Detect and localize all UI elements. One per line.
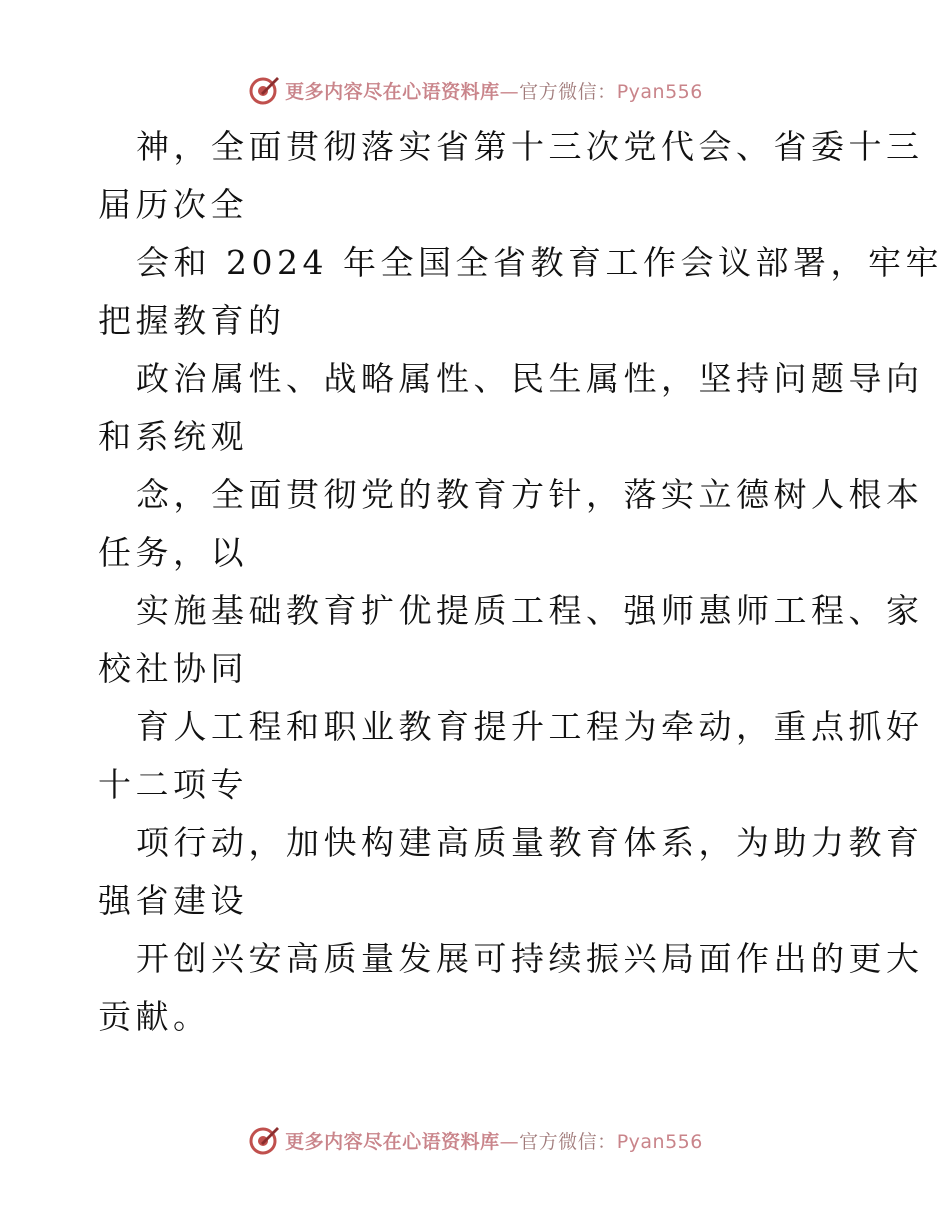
paragraph-line: 届历次全 <box>98 185 248 224</box>
watermark-footer <box>0 1120 950 1160</box>
paragraph-line: 念，全面贯彻党的教育方针，落实立德树人根本 <box>136 475 924 514</box>
document-body <box>98 118 943 1046</box>
paragraph <box>98 234 943 350</box>
paragraph-line: 会和 2024 年全国全省教育工作会议部署，牢牢 <box>136 243 943 282</box>
watermark-text <box>285 77 703 104</box>
paragraph-line: 政治属性、战略属性、民生属性，坚持问题导向 <box>136 359 924 398</box>
paragraph <box>98 930 924 1046</box>
watermark-label: 官方微信： <box>519 80 617 103</box>
paragraph <box>98 118 924 234</box>
paragraph-line: 育人工程和职业教育提升工程为牵动，重点抓好 <box>136 707 924 746</box>
paragraph-line: 把握教育的 <box>98 301 286 340</box>
paragraph-line: 贡献。 <box>98 997 211 1036</box>
watermark-dash: — <box>499 1130 520 1153</box>
paragraph <box>98 814 924 930</box>
paragraph-line: 实施基础教育扩优提质工程、强师惠师工程、家 <box>136 591 924 630</box>
watermark-label: 官方微信： <box>519 1130 617 1153</box>
watermark-main: 更多内容尽在心语资料库 <box>285 1130 500 1153</box>
paragraph <box>98 582 924 698</box>
paragraph-line: 开创兴安高质量发展可持续振兴局面作出的更大 <box>136 939 924 978</box>
paragraph-line: 校社协同 <box>98 649 248 688</box>
paragraph-line: 任务，以 <box>98 533 248 572</box>
paragraph-line: 神，全面贯彻落实省第十三次党代会、省委十三 <box>136 127 924 166</box>
paragraph <box>98 466 924 582</box>
pen-logo-icon <box>247 73 281 107</box>
watermark-main: 更多内容尽在心语资料库 <box>285 80 500 103</box>
paragraph-line: 和系统观 <box>98 417 248 456</box>
paragraph-line: 强省建设 <box>98 881 248 920</box>
watermark-text <box>285 1127 703 1154</box>
paragraph-line: 十二项专 <box>98 765 248 804</box>
watermark-dash: — <box>499 80 520 103</box>
pen-logo-icon <box>247 1123 281 1157</box>
watermark-header <box>0 70 950 110</box>
watermark-id: Pyan556 <box>616 80 703 103</box>
paragraph <box>98 350 924 466</box>
paragraph-line: 项行动，加快构建高质量教育体系，为助力教育 <box>136 823 924 862</box>
paragraph <box>98 698 924 814</box>
watermark-id: Pyan556 <box>616 1130 703 1153</box>
